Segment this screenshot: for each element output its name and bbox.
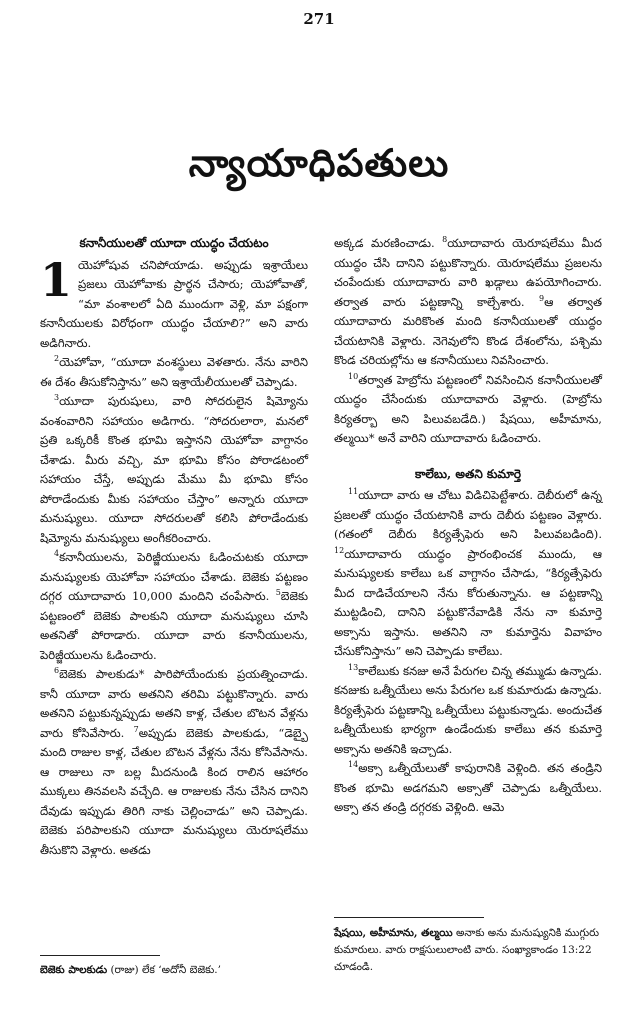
verse-6: $^6$బెజెకు పాలకుడు* పారిపోయేందుకు ప్రయత్నించాడు. కానీ యూదా వారు అతనిని తరిమి పట్టుకొన్నారు. వారు అతనిని పట్టుకున్నప్పుడు అతని కాళ్ల, చేతుల బొటన వేళ్లను వారు కోసివేసారు. $^7$అప్పుడు బెజెకు పాలకుడు, “డెబ్బై మంది రాజుల కాళ్ల, చేతుల బొటన వేళ్లను నేను కోసివేసాను. ఆ రాజులు నా బల్ల మీదనుండి కింద రాలిన ఆహారం ముక్కలు తినవలసి వచ్చేది. ఆ రాజులకు నేను చేసిన దానిని దేవుడు ఇప్పుడు తిరిగి నాకు చెల్లించాడు” అని చెప్పాడు. బెజెకు పరిపాలకుని యూదా మనుష్యులు యెరూషలేము తీసుకొని వెళ్లారు. అతడు [40,666,308,857]
footnote-divider-left [40,955,160,956]
verse-11-12: $^{11}$యూదా వారు ఆ చోటు విడిచిపెట్టేశారు. దెబీరులో ఉన్న ప్రజలతో యుద్ధం చేయటానికి వారు దెబీరు పట్టణం వెళ్లారు. (గతంలో దెబీరు కిర్యత్సేఫెరు అని పిలువబడింది). $^{12}$యూదావారు యుద్ధం ప్రారంభించక ముందు, ఆ మనుష్యులకు కాలేబు ఒక వాగ్దానం చేసాడు, “కిర్యత్సేఫెరు మీద దాడిచేయాలని నేను కోరుతున్నాను. ఆ పట్టణాన్ని ముట్టడించి, దానిని పట్టుకొనేవాడికి నేను నా కుమార్తె అక్సాను ఇస్తాను. అతనిని నా కుమార్తెను వివాహం చేసుకోనిస్తాను” అని చెప్పాడు కాలేబు. [334,487,602,658]
verse-7-8: అక్కడ మరణించాడు. $^8$యూదావారు యెరూషలేము మీద యుద్ధం చేసి దానిని పట్టుకొన్నారు. యెరూషలేము ప్రజలను చంపేందుకు యూదావారు వారి ఖడ్గాలు ఉపయోగించారు. తర్వాత వారు పట్టణాన్ని కాల్చేశారు. $^9$ఆ తర్వాత యూదావారు మరికొంత మంది కనానీయులతో యుద్ధం చేయటానికి వెళ్లారు. నెగెవులోని కొండ దేశంలోను, పశ్చిమ కొండ చరియల్లోను ఆ కనానీయులు నివసించారు. [334,235,602,367]
verse-10: $^{10}$తర్వాత హెబ్రోను పట్టణంలో నివసించిన కనానీయులతో యుద్ధం చేసేందుకు యూదావారు వెళ్లారు. (హెబ్రోను కిర్యతర్బా అని పిలువబడేది.) షేషయి, అహీమాను, తల్మయి* అనే వారిని యూదావారు ఓడించారు. [334,371,602,445]
section-heading: కనానీయులతో యూదా యుద్ధం చేయటం [79,236,269,250]
verse-4-5: $^4$కనానీయులను, పెరిజ్జీయులను ఓడించుటకు యూదా మనుష్యులకు యెహోవా సహాయం చేశాడు. బెజెకు పట్టణం దగ్గర యూదావారు 10,000 మందిని చంపేసారు. $^5$బెజెకు పట్టణంలో బెజెకు పాలకుని యూదా మనుష్యులు చూసి అతనితో పోరాడారు. యూదా వారు కనానీయులను, పెరిజ్జీయులను ఓడించారు. [40,549,309,662]
section-heading-2: కాలేబు, అతని కుమార్తె [414,466,522,481]
verse-1: 1 యెహోషువ చనిపోయాడు. అప్పుడు ఇశ్రాయేలు ప్రజలు యెహోవాకు ప్రార్థన చేసారు; యెహోవాతో, “మా వంశాలలో ఏది ముందుగా వెళ్లి, మా పక్షంగా కనానీయులకు విరోధంగా యుద్ధం చేయాలి?” అని వారు అడిగినారు. [40,252,308,350]
book-title: న్యాయాధిపతులు [188,140,450,185]
verse-3: $^3$యూదా పురుషులు, వారి సోదరులైన షిమ్యోను వంశంవారిని సహాయం అడిగారు. “సోదరులారా, మనలో ప్రతి ఒక్కరికీ కొంత భూమి ఇస్తానని యెహోవా వాగ్దానం చేశాడు. మీరు వచ్చి, మా భూమి కోసం పోరాడటంలో సహాయం చేస్తే, అప్పుడు మేము మీ భూమి కోసం పోరాడేందుకు మీకు సహాయం చేస్తాం” అన్నారు యూదా మనుష్యులు. యూదా సోదరులతో కలిసి పోరాడేందుకు షిమ్యోను మనుష్యులు అంగీకరించారు. [40,393,308,545]
verse-14: $^{14}$అక్సా ఒత్నీయేలుతో కాపురానికి వెళ్లింది. తన తండ్రిని కొంత భూమి అడగమని అక్సాతో చెప్పాడు ఒత్నీయేలు. అక్సా తన తండ్రి దగ్గరకు వెళ్లింది. ఆమె [334,760,602,814]
footnote-left: బెజెకు పాలకుడు (రాజు) లేక ‘అదోనీ బెజెకు.’ [40,964,221,976]
chapter-number: 1 [40,252,73,307]
left-column [40,234,308,860]
footnote-divider-right [334,917,484,918]
footnote-right: షేషయి, అహీమాను, తల్మయి అనాకు అను మనుష్యునికి ముగ్గురు కుమారులు. వారు రాక్షసులులాంటి వారు. సంఖ్యాకాండం 13:22 చూడండి. [334,927,600,973]
verse-13: $^{13}$కాలేబుకు కనజు అనే పేరుగల చిన్న తమ్ముడు ఉన్నాడు. కనజుకు ఒత్నీయేలు అను పేరుగల ఒక కుమారుడు ఉన్నాడు. కిర్యత్సేఫెరు పట్టణాన్ని ఒత్నీయేలు పట్టుకున్నాడు. అందుచేత ఒత్నీయేలుకు భార్యగా ఉండేందుకు కాలేబు తన కుమార్తె అక్సాను అతనికి ఇచ్చాడు. [334,662,602,756]
page-number: 271 [303,10,335,28]
right-column [334,234,602,818]
verse-2: $^2$యెహోవా, “యూదా వంశస్థులు వెళతారు. నేను వారిని ఈ దేశం తీసుకోనిస్తాను” అని ఇశ్రాయేలీయులతో చెప్పాడు. [40,354,308,389]
